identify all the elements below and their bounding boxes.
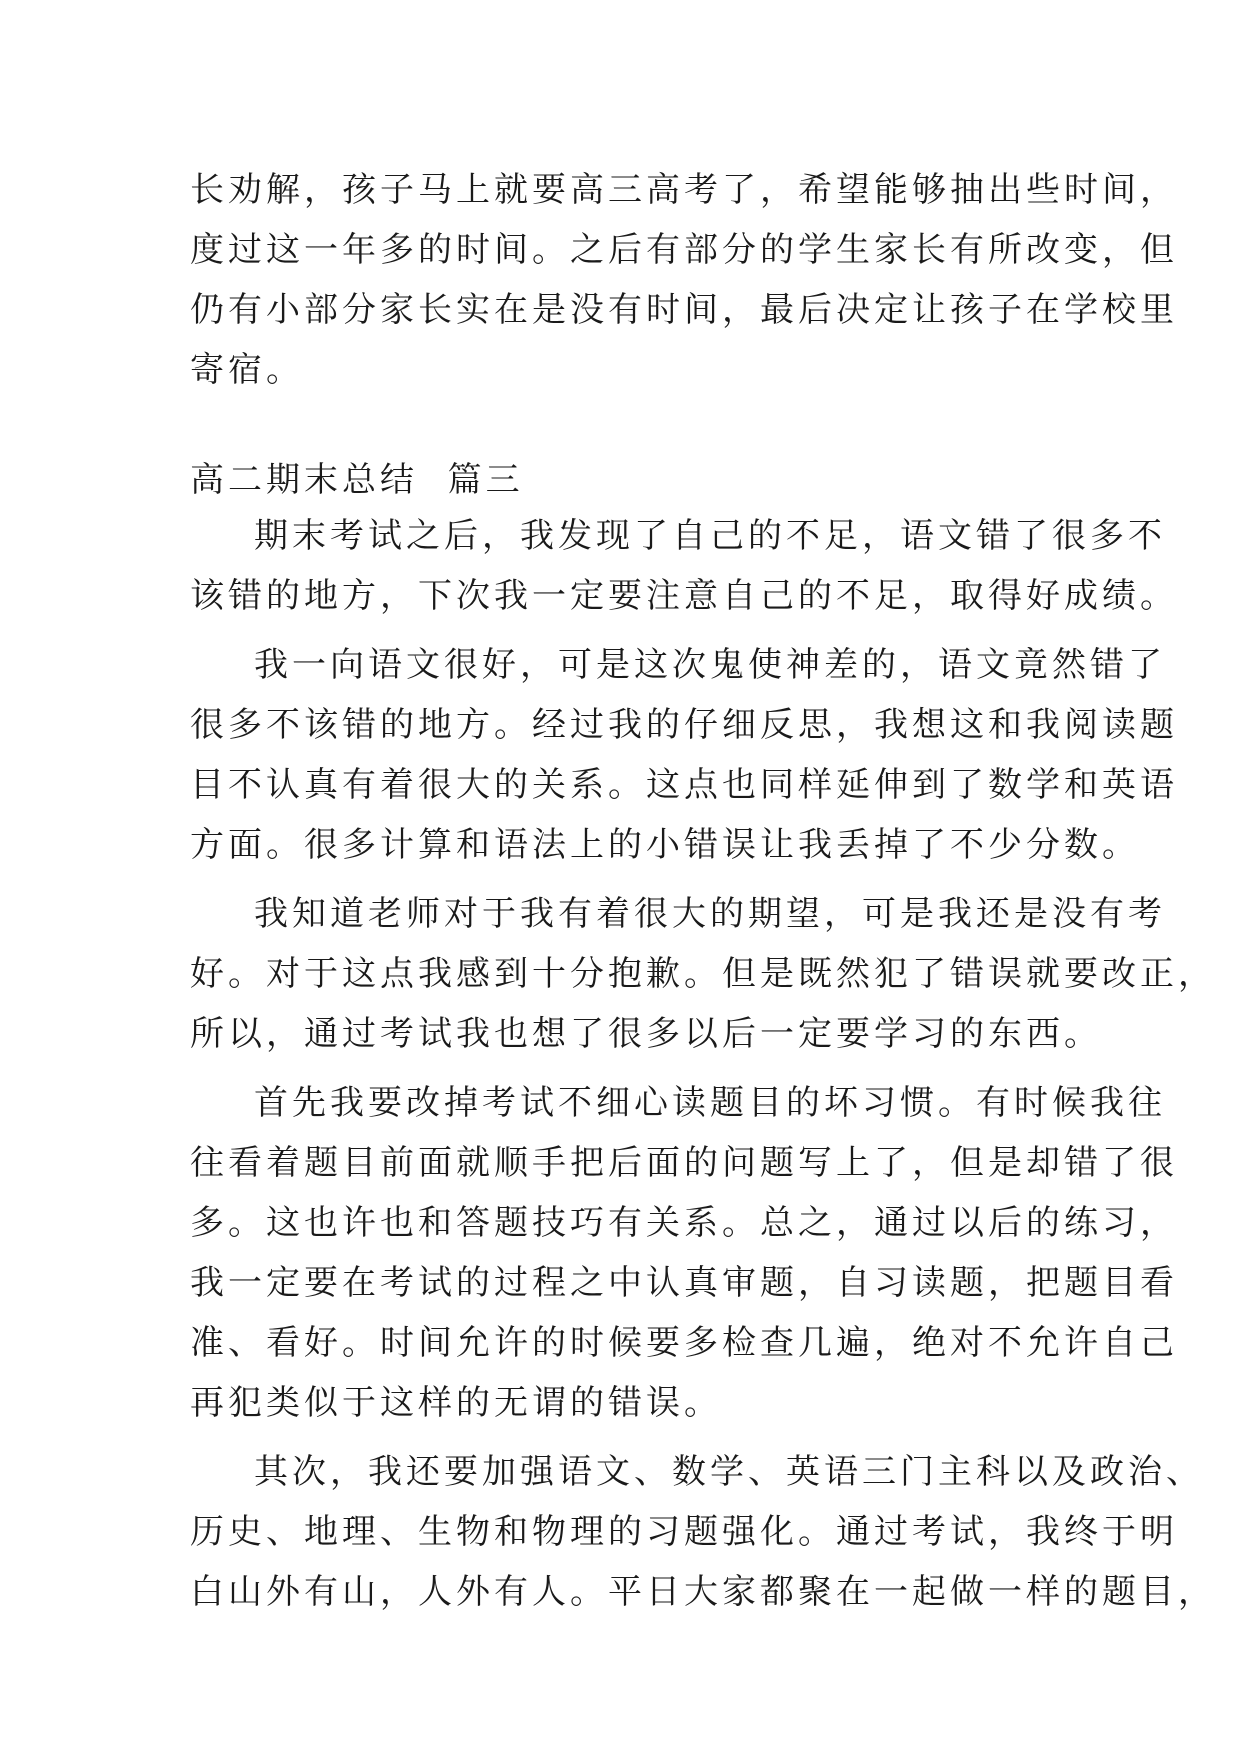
text-line: 首先我要改掉考试不细心读题目的坏习惯。有时候我往 [254, 1083, 1166, 1123]
intro-paragraph [190, 160, 1178, 400]
text-line: 期末考试之后，我发现了自己的不足，语文错了很多不 [254, 516, 1166, 556]
text-line: 好。对于这点我感到十分抱歉。但是既然犯了错误就要改正， [190, 954, 1216, 994]
paragraph [190, 884, 1216, 1064]
text-line: 方面。很多计算和语法上的小错误让我丢掉了不少分数。 [190, 825, 1140, 865]
text-line: 往看着题目前面就顺手把后面的问题写上了，但是却错了很 [190, 1143, 1178, 1183]
section-heading-block [190, 450, 1050, 510]
text-line: 再犯类似于这样的无谓的错误。 [190, 1383, 722, 1423]
text-line: 其次，我还要加强语文、数学、英语三门主科以及政治、 [254, 1452, 1204, 1492]
text-line: 很多不该错的地方。经过我的仔细反思，我想这和我阅读题 [190, 705, 1178, 745]
text-line: 度过这一年多的时间。之后有部分的学生家长有所改变，但 [190, 230, 1178, 270]
text-line: 白山外有山，人外有人。平日大家都聚在一起做一样的题目， [190, 1572, 1216, 1612]
text-line: 长劝解，孩子马上就要高三高考了，希望能够抽出些时间， [190, 170, 1178, 210]
paragraph [190, 506, 1178, 626]
paragraph [190, 1442, 1216, 1622]
text-line: 寄宿。 [190, 350, 304, 390]
text-line: 历史、地理、生物和物理的习题强化。通过考试，我终于明 [190, 1512, 1178, 1552]
text-line: 该错的地方，下次我一定要注意自己的不足，取得好成绩。 [190, 576, 1178, 616]
paragraph [190, 1073, 1178, 1433]
text-line: 多。这也许也和答题技巧有关系。总之，通过以后的练习， [190, 1203, 1178, 1243]
text-line: 我知道老师对于我有着很大的期望，可是我还是没有考 [254, 894, 1166, 934]
body-text [190, 506, 1216, 1622]
text-line: 目不认真有着很大的关系。这点也同样延伸到了数学和英语 [190, 765, 1178, 805]
text-line: 我一定要在考试的过程之中认真审题，自习读题，把题目看 [190, 1263, 1178, 1303]
text-line: 我一向语文很好，可是这次鬼使神差的，语文竟然错了 [254, 645, 1166, 685]
section-heading: 高二期末总结 篇三 [190, 460, 524, 500]
text-line: 准、看好。时间允许的时候要多检查几遍，绝对不允许自己 [190, 1323, 1178, 1363]
text-line: 仍有小部分家长实在是没有时间，最后决定让孩子在学校里 [190, 290, 1178, 330]
paragraph [190, 635, 1178, 875]
text-line: 所以，通过考试我也想了很多以后一定要学习的东西。 [190, 1014, 1102, 1054]
